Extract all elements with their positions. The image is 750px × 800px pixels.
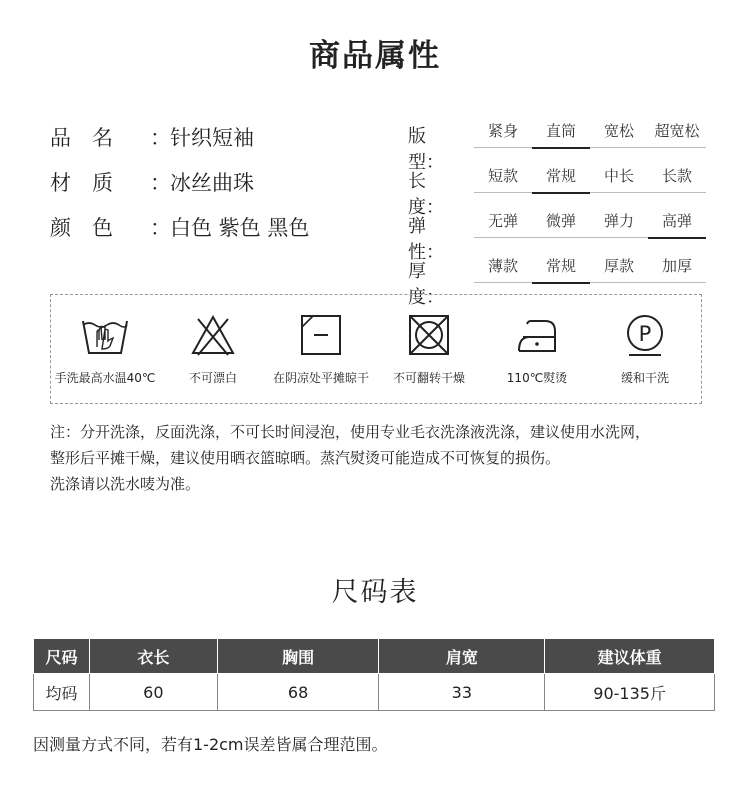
attr-option: 厚款	[590, 252, 648, 283]
attr-option: 弹力	[590, 207, 648, 238]
attr-label: 厚度：	[408, 261, 444, 308]
attr-option: 中长	[590, 162, 648, 193]
gentle-dry-clean-icon	[591, 313, 699, 363]
info-row-material	[50, 167, 254, 197]
care-note-line: 整形后平摊干燥，建议使用晒衣篮晾晒。蒸汽熨烫可能造成不可恢复的损伤。	[50, 449, 561, 467]
care-item	[375, 295, 483, 403]
page-title: 商品属性	[309, 38, 441, 74]
attr-option: 无弹	[474, 207, 532, 238]
hand-wash-icon	[51, 313, 159, 363]
no-tumble-dry-icon	[375, 313, 483, 363]
info-value: 冰丝曲珠	[170, 171, 254, 195]
care-item	[51, 295, 159, 403]
attr-option: 微弹	[532, 207, 590, 238]
table-header: 尺码	[34, 639, 90, 674]
attr-option: 宽松	[590, 117, 648, 148]
measurement-footnote: 因测量方式不同，若有1-2cm误差皆属合理范围。	[33, 735, 388, 754]
care-label: 110℃熨烫	[506, 371, 568, 385]
attr-option: 常规	[532, 252, 590, 284]
attr-option: 短款	[474, 162, 532, 193]
no-bleach-icon	[159, 313, 267, 363]
attr-option: 紧身	[474, 117, 532, 148]
table-row	[34, 674, 715, 711]
table-header: 衣长	[89, 639, 217, 674]
size-table	[33, 638, 715, 711]
table-header: 建议体重	[545, 639, 715, 674]
care-item	[267, 295, 375, 403]
attr-option: 薄款	[474, 252, 532, 283]
attr-option: 高弹	[648, 207, 706, 239]
attr-label: 弹性：	[408, 216, 444, 263]
info-label: 颜 色	[50, 216, 113, 240]
care-label: 不可漂白	[188, 371, 237, 385]
attr-option: 加厚	[648, 252, 706, 283]
info-sep: ：	[150, 216, 171, 240]
attr-option: 超宽松	[648, 117, 706, 148]
table-cell: 60	[89, 674, 217, 711]
iron-icon	[483, 313, 591, 363]
size-chart-title: 尺码表	[331, 577, 419, 608]
attr-label: 版型：	[408, 126, 444, 173]
attr-label: 长度：	[408, 171, 444, 218]
care-note-line: 注：分开洗涤，反面洗涤，不可长时间浸泡，使用专业毛衣洗涤液洗涤，建议使用水洗网，	[50, 423, 651, 441]
attr-option: 常规	[532, 162, 590, 194]
info-sep: ：	[150, 126, 171, 150]
attr-option: 直筒	[532, 117, 590, 149]
care-label: 在阴凉处平摊晾干	[272, 371, 369, 385]
care-label: 手洗最高水温40℃	[54, 371, 156, 385]
info-row-color	[50, 212, 309, 242]
care-instructions-box	[50, 294, 702, 404]
info-label: 品 名	[50, 126, 113, 150]
care-label: 不可翻转干燥	[392, 371, 465, 385]
care-item	[591, 295, 699, 403]
care-label: 缓和干洗	[620, 371, 669, 385]
svg-text:P: P	[638, 322, 652, 346]
dry-flat-shade-icon	[267, 313, 375, 363]
table-cell: 68	[217, 674, 379, 711]
size-table-header-row	[34, 639, 715, 674]
info-sep: ：	[150, 171, 171, 195]
table-cell: 33	[379, 674, 545, 711]
info-label: 材 质	[50, 171, 113, 195]
attr-option: 长款	[648, 162, 706, 193]
info-value: 白色 紫色 黑色	[170, 216, 310, 240]
info-value: 针织短袖	[170, 126, 254, 150]
table-cell: 90-135斤	[545, 674, 715, 711]
care-item	[159, 295, 267, 403]
info-row-name	[50, 122, 254, 152]
care-note-line: 洗涤请以洗水唛为准。	[50, 475, 201, 493]
table-cell: 均码	[34, 674, 90, 711]
care-item	[483, 295, 591, 403]
table-header: 肩宽	[379, 639, 545, 674]
table-header: 胸围	[217, 639, 379, 674]
